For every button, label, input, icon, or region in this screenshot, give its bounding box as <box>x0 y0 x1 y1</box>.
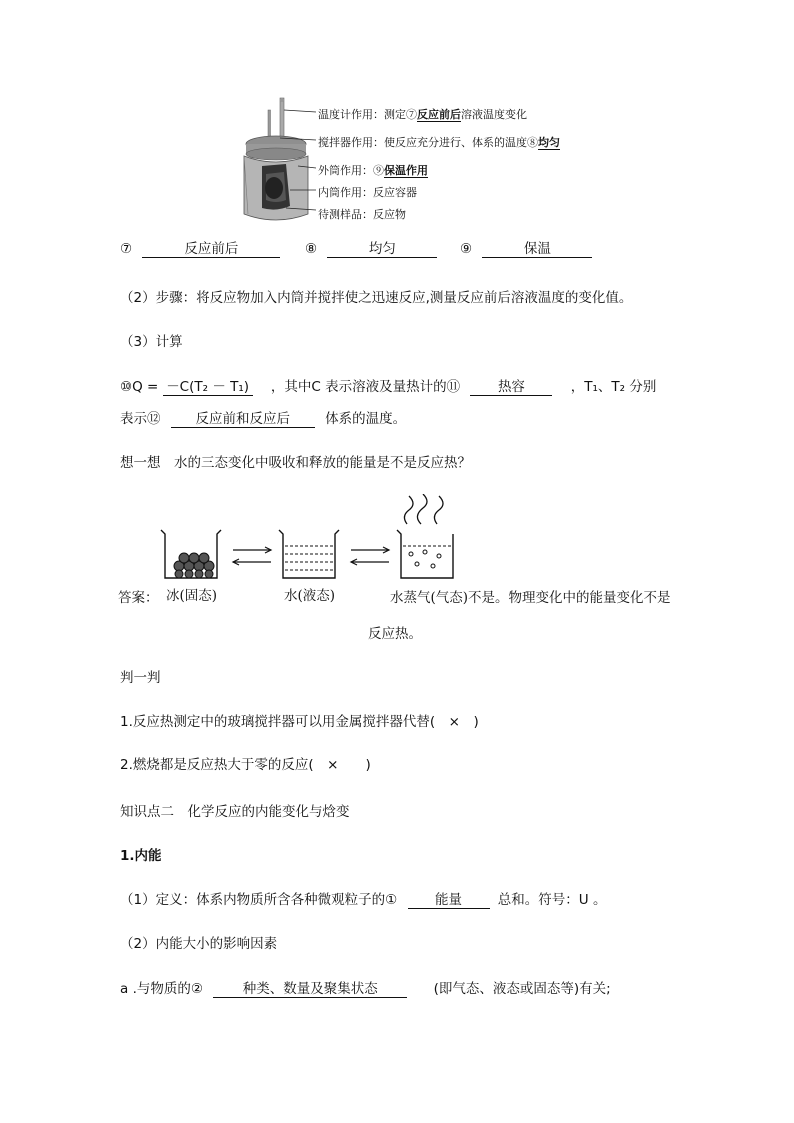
kp2-a-fill: 种类、数量及聚集状态 <box>213 981 407 998</box>
num-8: ⑧ <box>305 241 318 257</box>
formula-lead: ⑩Q = <box>120 379 163 395</box>
formula-line-2 <box>120 407 406 428</box>
label-outer-fill: 保温作用 <box>384 164 428 177</box>
num-9: ⑨ <box>460 241 473 257</box>
beaker-vapor <box>397 494 453 578</box>
formula-fill-12: 反应前和反应后 <box>171 411 315 428</box>
formula-tail: ，T₁、T₂ 分别 <box>570 379 657 395</box>
kp2-title: 知识点二 化学反应的内能变化与焓变 <box>120 804 350 820</box>
states-answer-line <box>390 586 671 606</box>
formula-mid: ，其中C 表示溶液及量热计的⑪ <box>270 379 461 395</box>
beaker-ice <box>161 530 221 578</box>
kp2-a-lead: a .与物质的② <box>120 981 203 997</box>
formula-line2-lead: 表示⑫ <box>120 411 161 427</box>
kp2-def-fill: 能量 <box>408 892 490 909</box>
answer-label: 答案： <box>118 590 159 606</box>
answer-8: 均匀 <box>327 241 437 258</box>
diagram-leader-lines <box>280 100 320 220</box>
label-stirrer-text: 搅拌器作用：使反应充分进行、体系的温度⑧ <box>318 136 538 149</box>
step-3: （3）计算 <box>120 334 183 350</box>
formula-expr: －C(T₂ － T₁) <box>163 379 253 396</box>
kp2-factors: （2）内能大小的影响因素 <box>120 936 278 952</box>
formula-line2-tail: 体系的温度。 <box>325 411 407 427</box>
answers-row <box>120 241 592 258</box>
label-thermometer-tail: 溶液温度变化 <box>461 108 527 121</box>
kp2-def-lead: （1）定义：体系内物质所含各种微观粒子的① <box>120 892 398 908</box>
step-2: （2）步骤：将反应物加入内筒并搅拌使之迅速反应,测量反应前后溶液温度的变化值。 <box>120 290 633 306</box>
label-stirrer <box>318 134 560 150</box>
label-thermometer-fill: 反应前后 <box>417 108 461 121</box>
formula-line-1 <box>120 375 656 396</box>
num-7: ⑦ <box>120 241 133 257</box>
formula-fill-11: 热容 <box>470 379 552 396</box>
judge-q1: 1.反应热测定中的玻璃搅拌器可以用金属搅拌器代替( × ) <box>120 714 479 730</box>
label-stirrer-fill: 均匀 <box>538 136 560 149</box>
kp2-definition <box>120 888 606 909</box>
states-conclusion-2: 反应热。 <box>368 626 422 642</box>
kp2-a-tail: (即气态、液态或固态等)有关; <box>433 981 611 997</box>
judge-title: 判一判 <box>120 670 161 686</box>
kp2-factor-a <box>120 977 611 998</box>
label-inner: 内筒作用：反应容器 <box>318 186 417 199</box>
think-question: 想一想 水的三态变化中吸收和释放的能量是不是反应热？ <box>120 455 471 471</box>
label-thermometer <box>318 106 527 122</box>
answer-9: 保温 <box>482 241 592 258</box>
label-outer-text: 外筒作用：⑨ <box>318 164 384 177</box>
label-outer <box>318 162 428 178</box>
answer-7: 反应前后 <box>142 241 280 258</box>
states-conclusion-1: 不是。物理变化中的能量变化不是 <box>468 590 671 606</box>
label-thermometer-text: 温度计作用：测定⑦ <box>318 108 417 121</box>
beaker-water <box>279 530 339 578</box>
label-ice: 冰(固态) <box>166 588 218 604</box>
water-states-diagram <box>155 494 455 584</box>
kp2-heading-internal-energy: 1.内能 <box>120 848 162 864</box>
label-sample: 待测样品：反应物 <box>318 208 406 221</box>
kp2-def-tail: 总和。符号：U 。 <box>497 892 607 908</box>
label-water: 水(液态) <box>284 588 336 604</box>
judge-q2: 2.燃烧都是反应热大于零的反应( × ) <box>120 757 371 773</box>
label-vapor: 水蒸气(气态) <box>390 590 469 606</box>
